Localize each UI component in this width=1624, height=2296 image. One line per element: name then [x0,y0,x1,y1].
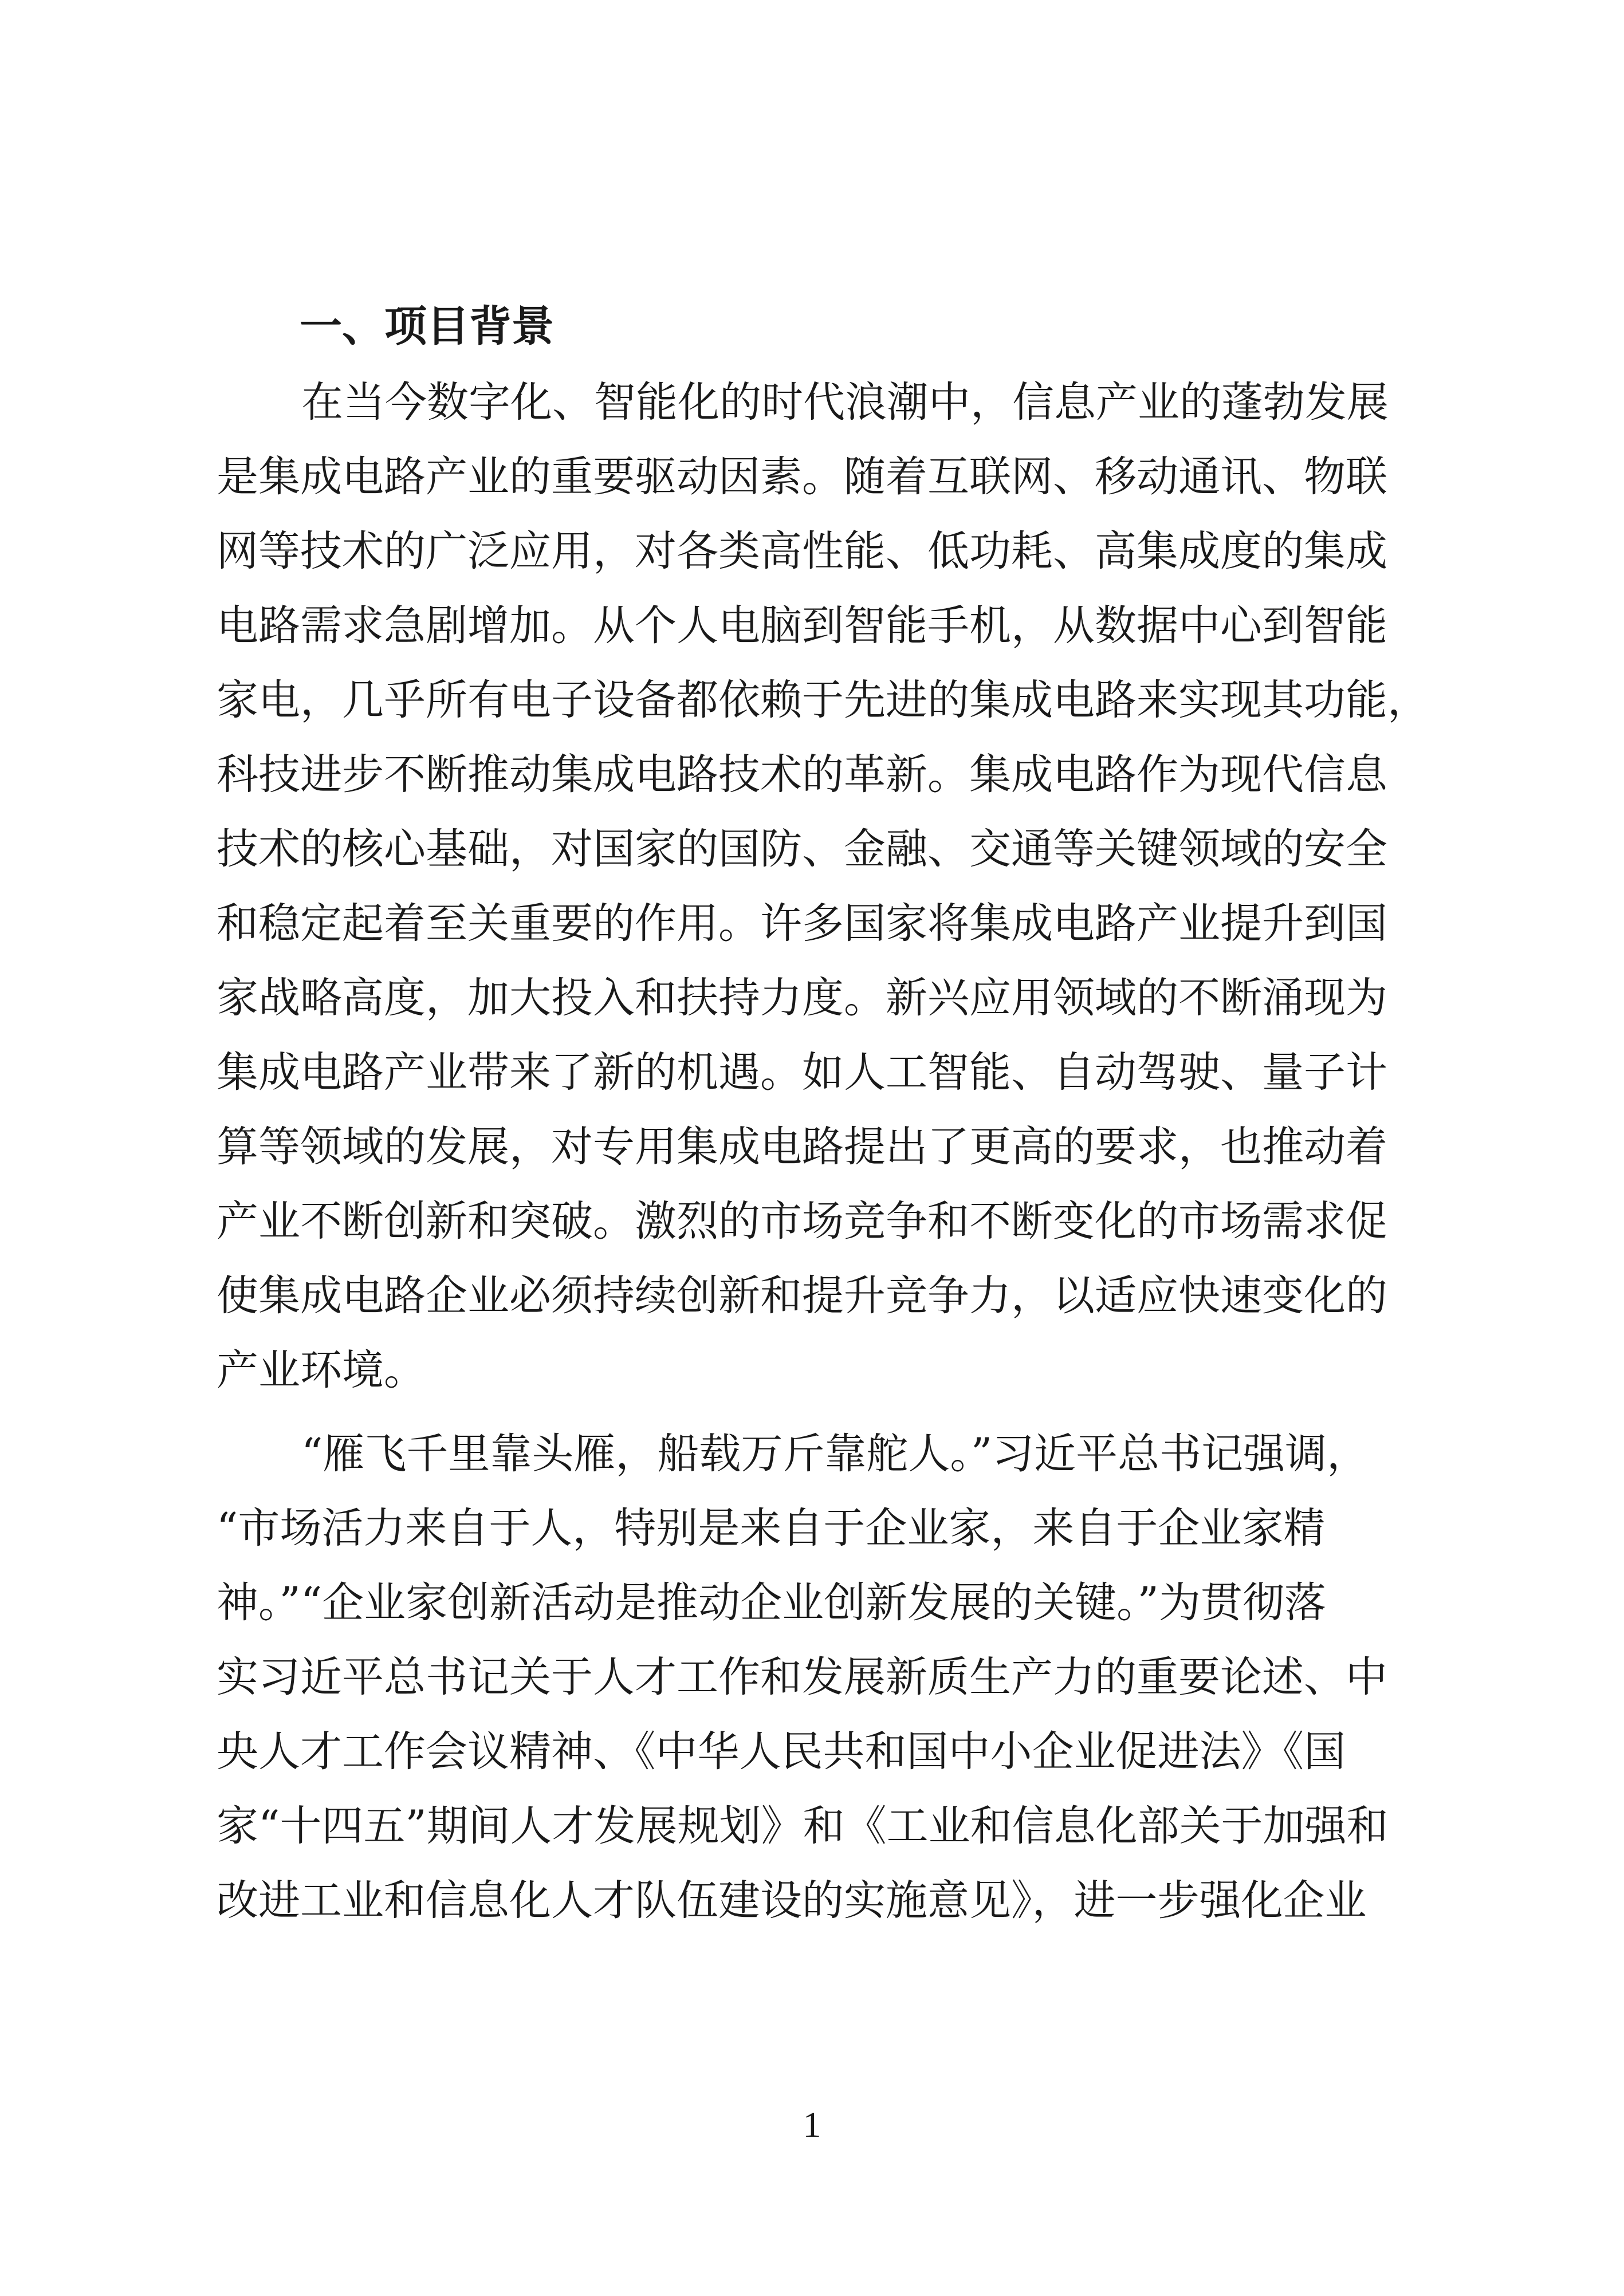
text-line: “雁飞千里靠头雁，船载万斤靠舵人。”习近平总书记强调， [301,1429,1369,1478]
section-heading: 一、项目背景 [300,302,554,351]
text-line: 实习近平总书记关于人才工作和发展新质生产力的重要论述、中 [217,1653,1387,1702]
paragraph-background [217,365,1429,1408]
text-line: 电路需求急剧增加。从个人电脑到智能手机，从数据中心到智能 [217,601,1387,650]
text-line: 算等领域的发展，对专用集成电路提出了更高的要求，也推动着 [217,1123,1387,1171]
text-line: 央人才工作会议精神、《中华人民共和国中小企业促进法》《国 [217,1727,1346,1776]
text-line: 家战略高度，加大投入和扶持力度。新兴应用领域的不断涌现为 [217,974,1387,1022]
paragraph-quote [217,1417,1389,1938]
text-line: 在当今数字化、智能化的时代浪潮中，信息产业的蓬勃发展 [301,378,1389,427]
text-line: 技术的核心基础，对国家的国防、金融、交通等关键领域的安全 [217,825,1387,873]
text-line: 改进工业和信息化人才队伍建设的实施意见》，进一步强化企业 [217,1876,1367,1925]
text-line: 产业环境。 [217,1346,426,1395]
page-number: 1 [803,2104,821,2145]
text-line: 和稳定起着至关重要的作用。许多国家将集成电路产业提升到国 [217,899,1387,948]
text-line: 集成电路产业带来了新的机遇。如人工智能、自动驾驶、量子计 [217,1048,1387,1097]
text-line: 家“十四五”期间人才发展规划》和《工业和信息化部关于加强和 [217,1802,1389,1850]
text-line: 是集成电路产业的重要驱动因素。随着互联网、移动通讯、物联 [217,452,1387,501]
text-line: 产业不断创新和突破。激烈的市场竞争和不断变化的市场需求促 [217,1197,1387,1246]
text-line: 家电，几乎所有电子设备都依赖于先进的集成电路来实现其功能， [217,676,1429,724]
text-line: 神。”“企业家创新活动是推动企业创新发展的关键。”为贯彻落 [217,1578,1326,1627]
text-line: 科技进步不断推动集成电路技术的革新。集成电路作为现代信息 [217,750,1387,799]
text-line: “市场活力来自于人，特别是来自于企业家，来自于企业家精 [217,1504,1326,1553]
text-line: 网等技术的广泛应用，对各类高性能、低功耗、高集成度的集成 [217,527,1387,576]
text-line: 使集成电路企业必须持续创新和提升竞争力，以适应快速变化的 [217,1271,1387,1320]
